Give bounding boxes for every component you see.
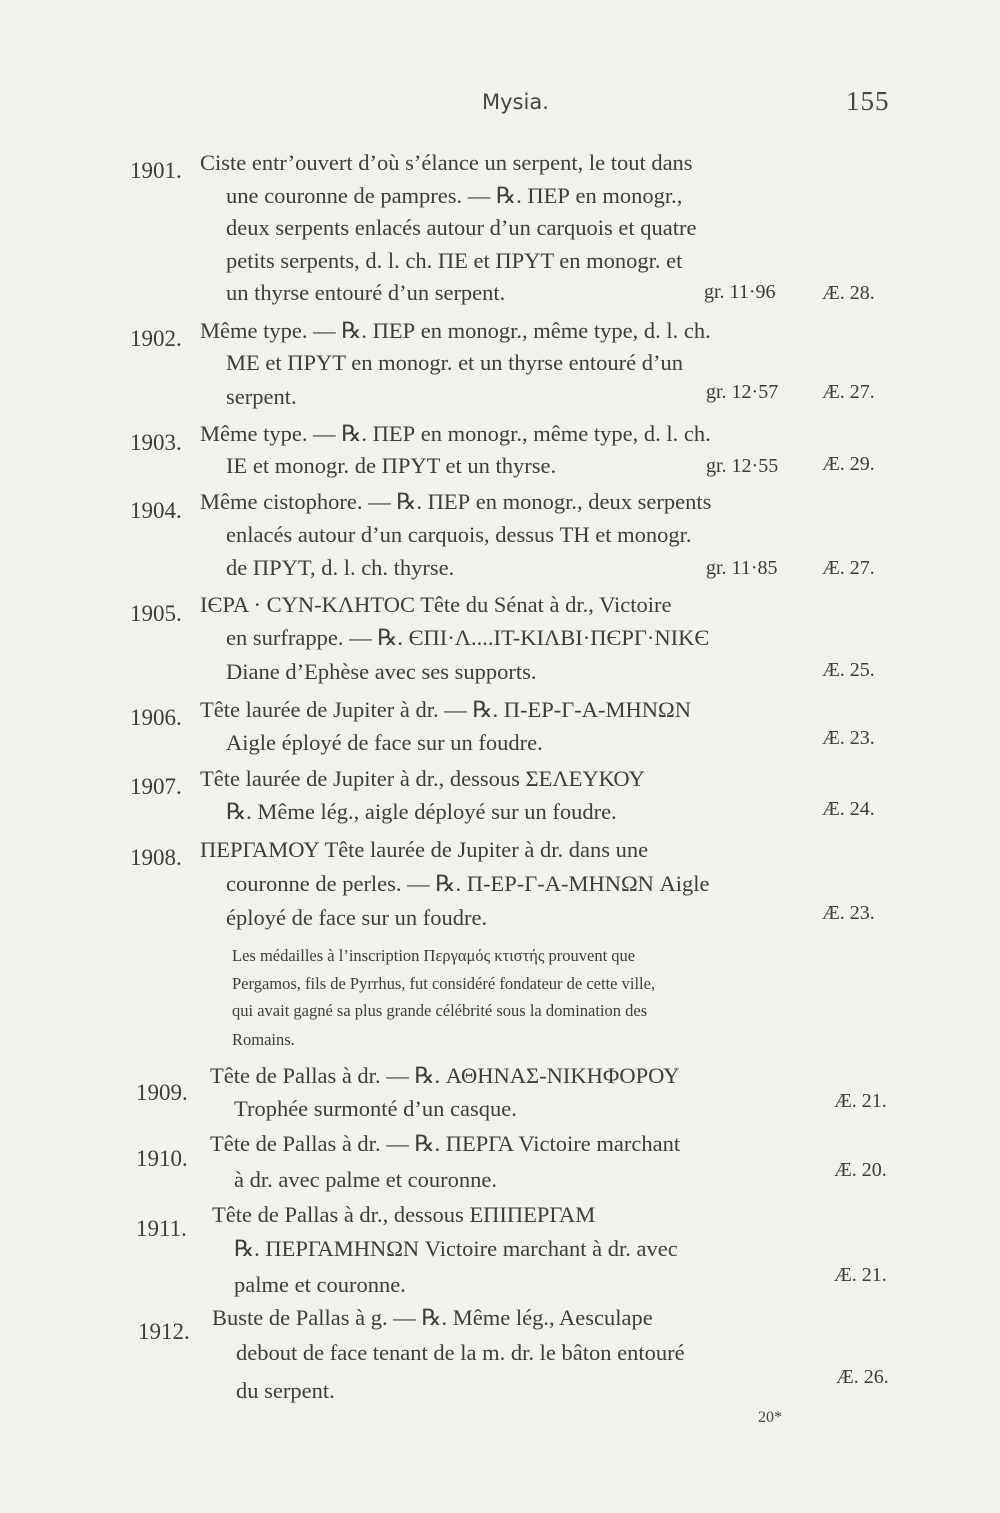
entry-line: Tête de Pallas à dr. — ℞. ΠΕΡΓΑ Victoire marchant xyxy=(210,1131,681,1156)
entry-line: Tête de Pallas à dr. — ℞. ΑΘΗΝΑΣ-ΝΙΚΗΦΟΡΟΥ xyxy=(210,1063,680,1088)
page-header xyxy=(0,86,1000,126)
entry-line: deux serpents enlacés autour d’un carquois et quatre xyxy=(226,215,697,240)
entry-line: ℞. ΠΕΡΓΑΜΗΝΩΝ Victoire marchant à dr. avec xyxy=(234,1236,678,1261)
metal-size: Æ. 29. xyxy=(822,453,875,475)
metal-size: Æ. 24. xyxy=(822,798,875,820)
entry-number: 1912. xyxy=(138,1319,190,1344)
entry-line: Même type. — ℞. ΠΕΡ en monogr., même type, d. l. ch. xyxy=(200,421,711,446)
entry-line: debout de face tenant de la m. dr. le bâton entouré xyxy=(236,1340,685,1365)
metal-size: Æ. 25. xyxy=(822,659,875,681)
entry-number: 1901. xyxy=(130,158,182,183)
entry-line: éployé de face sur un foudre. xyxy=(226,905,488,930)
metal-size: Æ. 27. xyxy=(822,557,875,579)
metal-size: Æ. 23. xyxy=(822,727,875,749)
entry-number: 1909. xyxy=(136,1080,188,1105)
signature-mark: 20* xyxy=(758,1409,782,1426)
entry-number: 1908. xyxy=(130,845,182,870)
entry-line: Trophée surmonté d’un casque. xyxy=(234,1096,517,1121)
entry-line: Même type. — ℞. ΠΕΡ en monogr., même type, d. l. ch. xyxy=(200,318,711,343)
metal-size: Æ. 26. xyxy=(836,1366,889,1388)
entry-line: de ΠΡΥΤ, d. l. ch. thyrse. xyxy=(226,555,455,580)
entry-number: 1907. xyxy=(130,774,182,799)
entry-line: enlacés autour d’un carquois, dessus ΤΗ et monogr. xyxy=(226,522,692,547)
footnote-line: Romains. xyxy=(232,1030,295,1049)
metal-size: Æ. 21. xyxy=(834,1264,887,1286)
entry-number: 1904. xyxy=(130,498,182,523)
entry-number: 1905. xyxy=(130,601,182,626)
entry-line: couronne de perles. — ℞. Π-ΕΡ-Γ-Α-ΜΗΝΩΝ Aigle xyxy=(226,871,710,896)
footnote-line: qui avait gagné sa plus grande célébrité sous la domination des xyxy=(232,1001,648,1020)
entry-line: Tête de Pallas à dr., dessous ΕΠΙΠΕΡΓΑΜ xyxy=(212,1202,596,1227)
metal-size: Æ. 20. xyxy=(834,1159,887,1181)
entry-number: 1906. xyxy=(130,705,182,730)
entry-line: ℞. Même lég., aigle déployé sur un foudre. xyxy=(226,799,617,824)
entry-line: Même cistophore. — ℞. ΠΕΡ en monogr., deux serpents xyxy=(200,489,712,514)
entry-line: ΙЄΡΑ · CΥΝ-ΚΛΗΤΟC Tête du Sénat à dr., Victoire xyxy=(200,592,672,617)
entry-line: un thyrse entouré d’un serpent. xyxy=(226,280,506,305)
metal-size: Æ. 28. xyxy=(822,282,875,304)
footnote-line: Les médailles à l’inscription Περγαμός κτιστής prouvent que xyxy=(232,946,636,965)
entry-line: Tête laurée de Jupiter à dr. — ℞. Π-ΕΡ-Γ-Α-ΜΗΝΩΝ xyxy=(200,697,692,722)
entry-number: 1911. xyxy=(136,1216,187,1241)
entry-line: Aigle éployé de face sur un foudre. xyxy=(226,730,543,755)
entry-line: petits serpents, d. l. ch. ΠΕ et ΠΡΥΤ en monogr. et xyxy=(226,248,683,273)
weight: gr. 12·57 xyxy=(706,381,779,403)
entry-line: serpent. xyxy=(226,384,297,409)
entry-line: palme et couronne. xyxy=(234,1272,406,1297)
entry-line: une couronne de pampres. — ℞. ΠΕΡ en monogr., xyxy=(226,183,683,208)
entry-line: ΜΕ et ΠΡΥΤ en monogr. et un thyrse entouré d’un xyxy=(226,350,684,375)
entry-line: Buste de Pallas à g. — ℞. Même lég., Aesculape xyxy=(212,1305,653,1330)
weight: gr. 11·96 xyxy=(704,281,776,303)
entry-number: 1902. xyxy=(130,326,182,351)
entry-line: en surfrappe. — ℞. ЄΠΙ·Λ....ΙΤ-ΚΙΛΒΙ·ΠЄΡΓ·ΝΙΚЄ xyxy=(226,625,710,650)
metal-size: Æ. 27. xyxy=(822,381,875,403)
entry-line: Diane d’Ephèse avec ses supports. xyxy=(226,659,537,684)
page-number: 155 xyxy=(846,86,890,116)
entry-line: à dr. avec palme et couronne. xyxy=(234,1167,498,1192)
footnote-line: Pergamos, fils de Pyrrhus, fut considéré fondateur de cette ville, xyxy=(232,974,656,993)
metal-size: Æ. 23. xyxy=(822,902,875,924)
entry-line: ΠΕΡΓΑΜΟΥ Tête laurée de Jupiter à dr. dans une xyxy=(200,837,649,862)
entry-number: 1910. xyxy=(136,1146,188,1171)
entry-line: Ciste entr’ouvert d’où s’élance un serpent, le tout dans xyxy=(200,150,693,175)
entry-line: ΙΕ et monogr. de ΠΡΥΤ et un thyrse. xyxy=(226,453,557,478)
entry-line: Tête laurée de Jupiter à dr., dessous ΣΕΛΕΥΚΟΥ xyxy=(200,766,645,791)
entry-number: 1903. xyxy=(130,430,182,455)
entry-line: du serpent. xyxy=(236,1378,335,1403)
running-title: Mysia. xyxy=(482,90,549,114)
metal-size: Æ. 21. xyxy=(834,1090,887,1112)
weight: gr. 11·85 xyxy=(706,557,778,579)
weight: gr. 12·55 xyxy=(706,455,779,477)
